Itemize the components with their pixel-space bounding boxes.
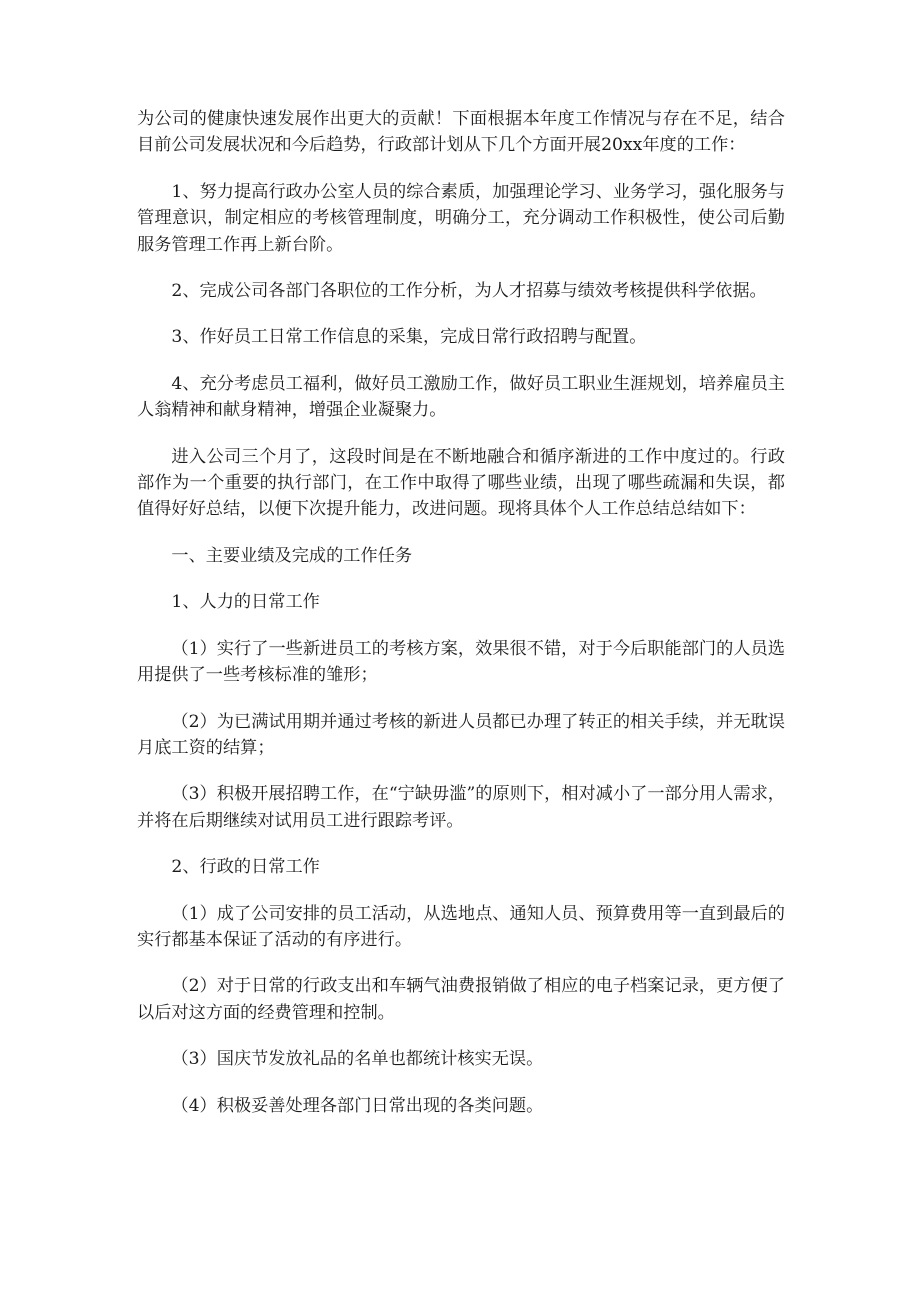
plan-item-2: 2、完成公司各部门各职位的工作分析，为人才招募与绩效考核提供科学依据。 bbox=[171, 281, 767, 302]
paragraph-summary-intro: 进入公司三个月了，这段时间是在不断地融合和循序渐进的工作中度过的。行政部作为一个重要的执行部门，在工作中取得了哪些业绩，出现了哪些疏漏和失误，都值得好好总结，以便下次提升能力，改进问题。现将具体个人工作总结总结如下： bbox=[137, 446, 785, 520]
admin-item-4: （4）积极妥善处理各部门日常出现的各类问题。 bbox=[171, 1095, 544, 1116]
plan-item-3: 3、作好员工日常工作信息的采集，完成日常行政招聘与配置。 bbox=[171, 327, 647, 348]
document-body bbox=[137, 106, 785, 1139]
section-heading-main-achievements: 一、主要业绩及完成的工作任务 bbox=[171, 545, 413, 566]
admin-item-1: （1）成了公司安排的员工活动，从选地点、通知人员、预算费用等一直到最后的实行都基本保证了活动的有序进行。 bbox=[137, 903, 785, 950]
paragraph-intro: 为公司的健康快速发展作出更大的贡献！下面根据本年度工作情况与存在不足，结合目前公司发展状况和今后趋势，行政部计划从下几个方面开展20xx年度的工作： bbox=[137, 109, 785, 156]
admin-item-3: （3）国庆节发放礼品的名单也都统计核实无误。 bbox=[171, 1049, 544, 1070]
hr-item-3: （3）积极开展招聘工作，在“宁缺毋滥”的原则下，相对减小了一部分用人需求，并将在后期继续对试用员工进行跟踪考评。 bbox=[137, 784, 785, 831]
hr-item-2: （2）为已满试用期并通过考核的新进人员都已办理了转正的相关手续，并无耽误月底工资的结算； bbox=[137, 711, 785, 758]
admin-item-2: （2）对于日常的行政支出和车辆气油费报销做了相应的电子档案记录，更方便了以后对这方面的经费管理和控制。 bbox=[137, 976, 785, 1023]
plan-item-4: 4、充分考虑员工福利，做好员工激励工作，做好员工职业生涯规划，培养雇员主人翁精神和献身精神，增强企业凝聚力。 bbox=[137, 373, 785, 421]
plan-item-1: 1、努力提高行政办公室人员的综合素质，加强理论学习、业务学习，强化服务与管理意识，制定相应的考核管理制度，明确分工，充分调动工作积极性，使公司后勤服务管理工作再上新台阶。 bbox=[137, 181, 785, 255]
subsection-heading-hr-daily-work: 1、人力的日常工作 bbox=[171, 592, 320, 613]
hr-item-1: （1）实行了一些新进员工的考核方案，效果很不错，对于今后职能部门的人员选用提供了一些考核标准的雏形； bbox=[137, 638, 785, 686]
subsection-heading-admin-daily-work: 2、行政的日常工作 bbox=[171, 857, 320, 878]
